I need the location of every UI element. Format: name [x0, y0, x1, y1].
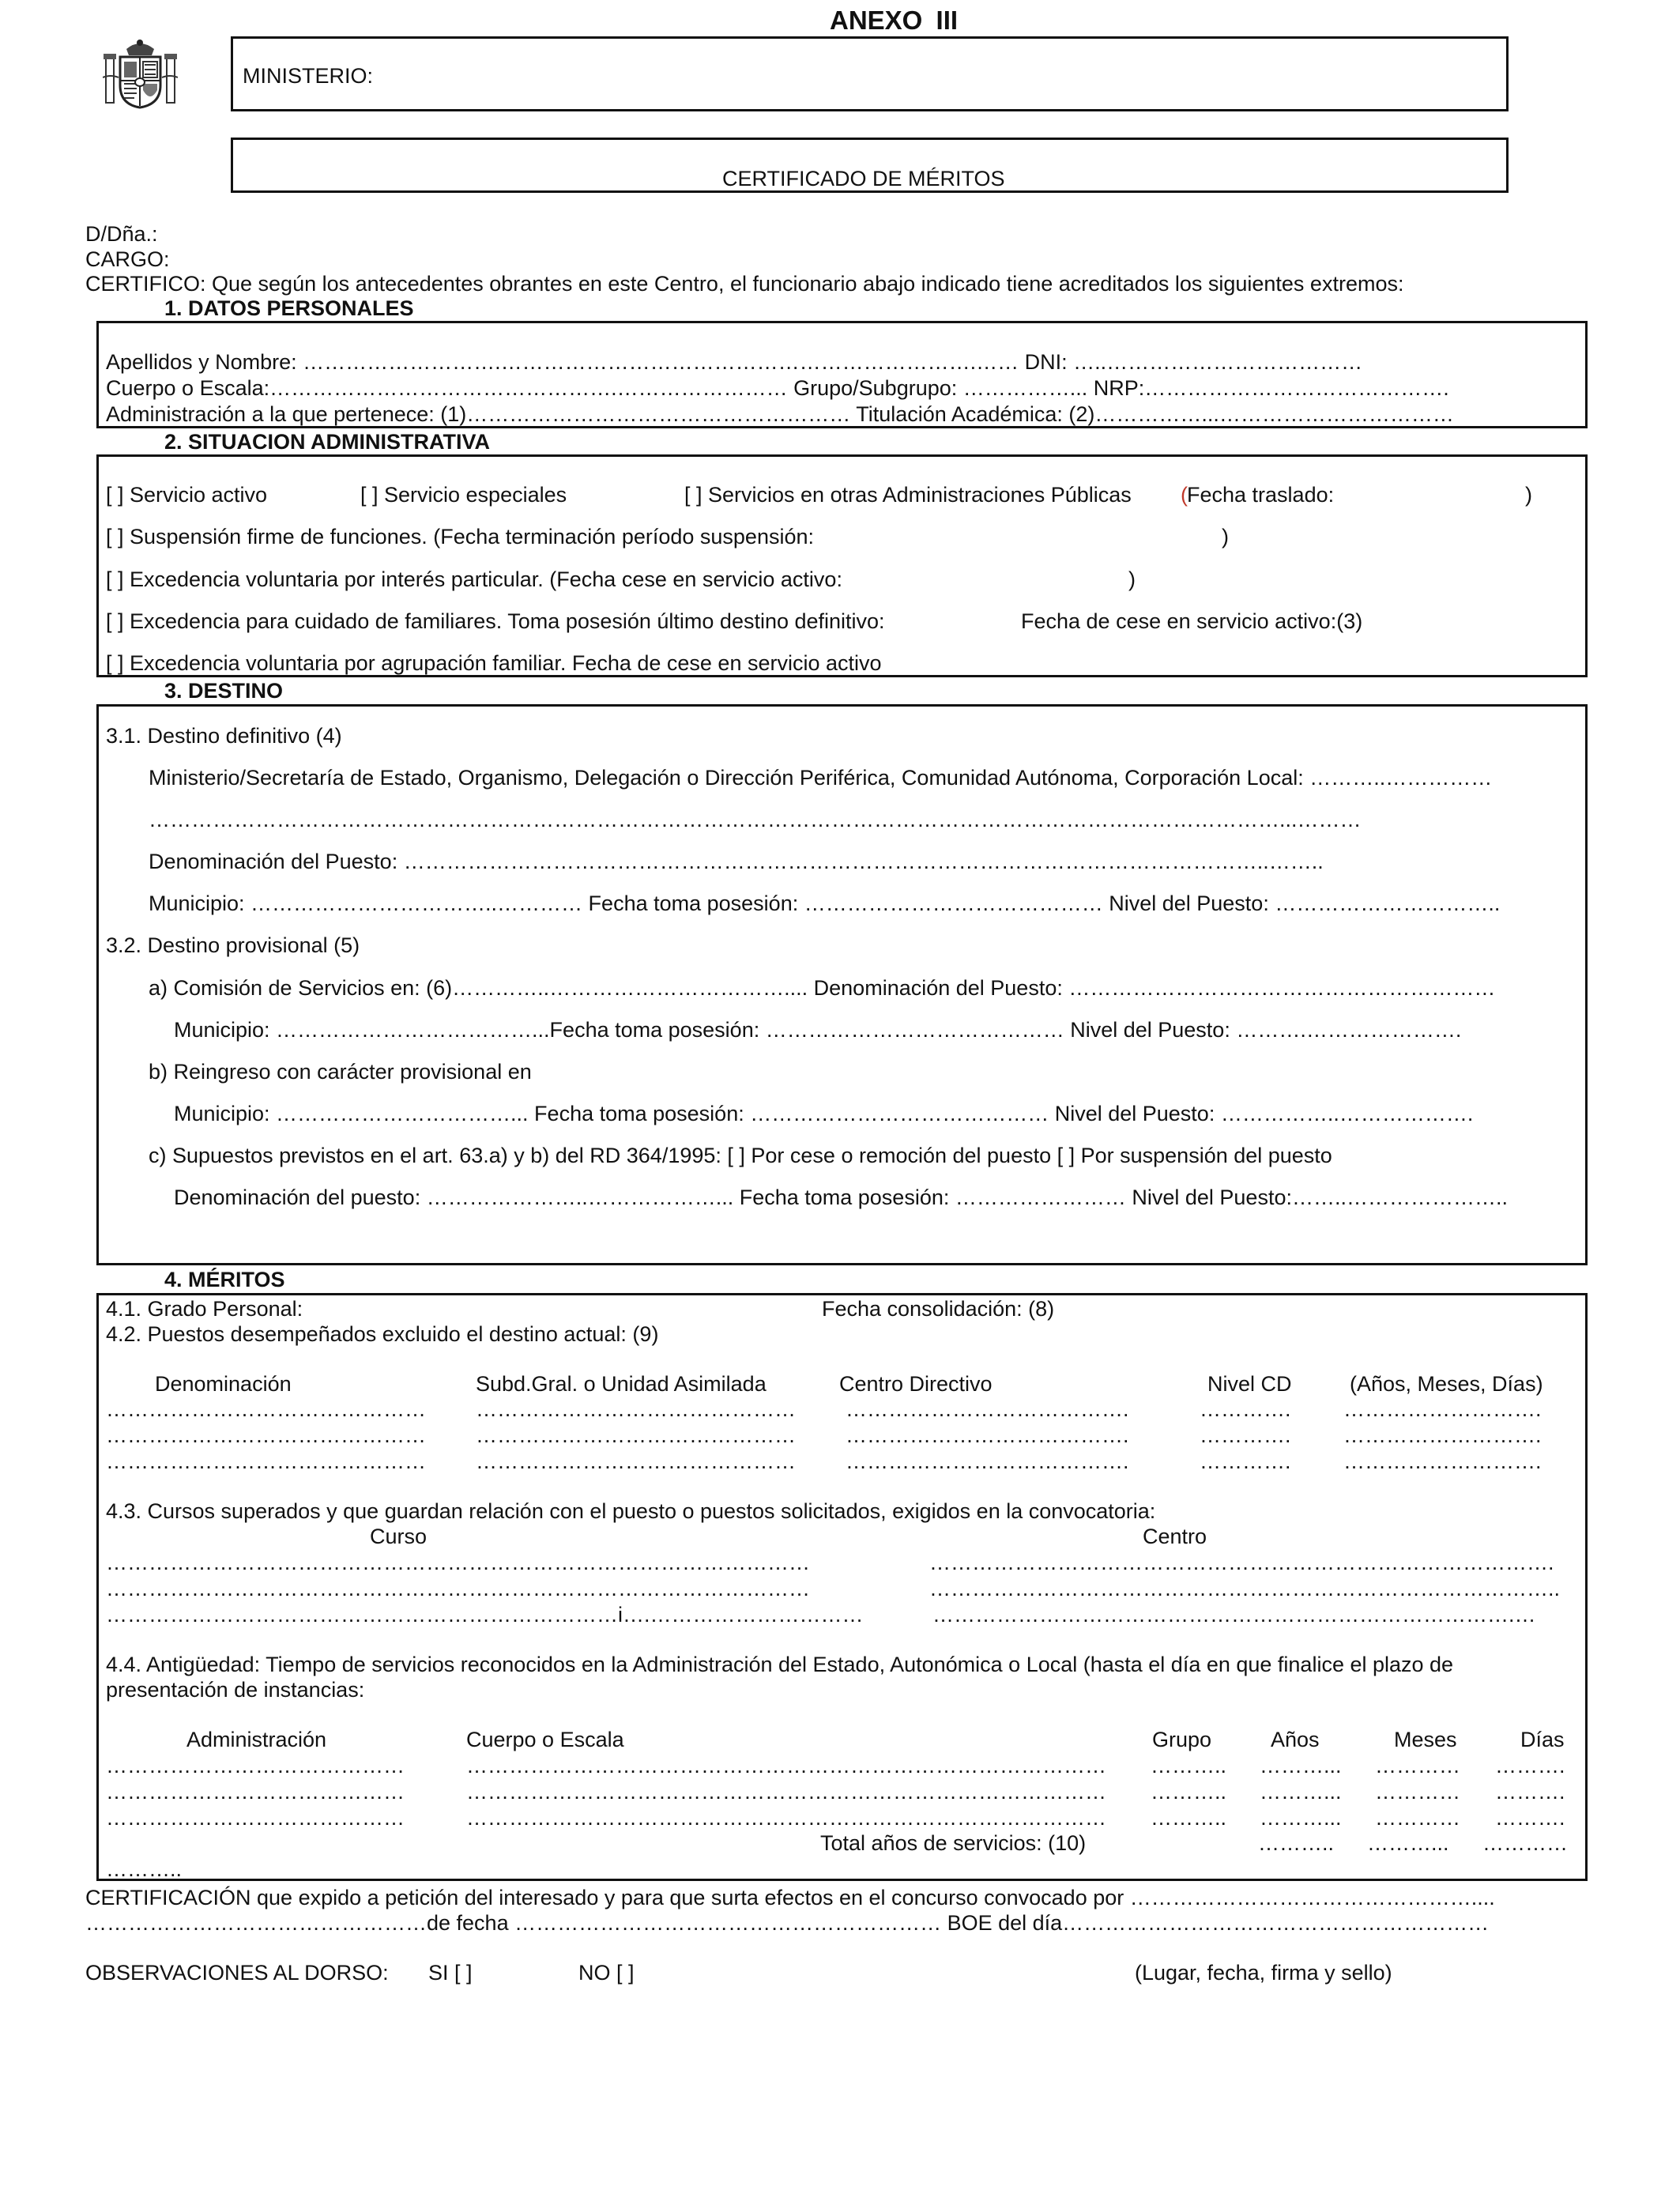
fecha-traslado-label: Fecha traslado: [1187, 483, 1335, 507]
observaciones-si-check[interactable]: SI [ ] [428, 1961, 473, 1985]
section-2-title: 2. SITUACION ADMINISTRATIVA [164, 430, 491, 454]
dots-cell: …………………………………… [106, 1806, 405, 1830]
dots-cell: ……………………………………………………………………………… [466, 1806, 1106, 1830]
total-dias-dots: ………… [1482, 1831, 1568, 1855]
puestos-label: 4.2. Puestos desempeñados excluido el destino actual: (9) [106, 1322, 659, 1346]
antiguedad-line-2: presentación de instancias: [106, 1678, 365, 1702]
dots-cell: ……………………………………… [476, 1449, 796, 1473]
destino-definitivo-label: 3.1. Destino definitivo (4) [106, 724, 342, 748]
comision-line: a) Comisión de Servicios en: (6)…………..…………………………….... Denominación del Puesto: …………………………………………………… [149, 976, 1496, 1000]
centro-dots: ……………………………………………………………………………. [929, 1551, 1554, 1574]
total-anos-label: Total años de servicios: (10) [820, 1831, 1087, 1855]
acol-grupo: Grupo [1152, 1728, 1212, 1751]
dots-cell: ………………………. [1343, 1397, 1542, 1421]
dots-cell: ………... [1260, 1754, 1342, 1777]
otras-admin-check[interactable]: [ ] Servicios en otras Administraciones Públicas [684, 483, 1132, 507]
certificacion-line-1: CERTIFICACIÓN que expido a petición del interesado y para que surta efectos en el concurso convocado por ………………………………………….... [85, 1886, 1495, 1909]
dots-cell: …………………………………. [846, 1449, 1129, 1473]
ministerio-line: Ministerio/Secretaría de Estado, Organismo, Delegación o Dirección Periférica, Comunidad Autónoma, Corporación Local: ………..…………… [149, 766, 1493, 790]
fecha-cese-label: Fecha de cese en servicio activo:(3) [1021, 609, 1363, 633]
denominacion-line: Denominación del Puesto: …………………………………………………………………………………………………………..…….. [149, 850, 1324, 873]
dots-cell: ……….. [1151, 1754, 1227, 1777]
dots-cell: …………………………………. [846, 1423, 1129, 1447]
antiguedad-line-1: 4.4. Antigüedad: Tiempo de servicios reconocidos en la Administración del Estado, Autonómica o Local (hasta el día en que finalice el plazo de [106, 1653, 1454, 1676]
col-subd-gral: Subd.Gral. o Unidad Asimilada [476, 1372, 767, 1396]
dots-cell: ………. [1495, 1754, 1565, 1777]
dots-cell: ……………………………………… [106, 1449, 426, 1473]
dots-cell: …………. [1200, 1449, 1291, 1473]
excedencia-interes-check[interactable]: [ ] Excedencia voluntaria por interés particular. (Fecha cese en servicio activo: [106, 567, 842, 591]
dots-cell: ………. [1495, 1780, 1565, 1804]
centro-dots: ……………………………………………………………………….… [932, 1603, 1536, 1627]
col-nivel-cd: Nivel CD [1207, 1372, 1292, 1396]
acol-administracion: Administración [186, 1728, 327, 1751]
dots-cell: ……………………………………… [476, 1423, 796, 1447]
total-anos-dots: ……….. [1258, 1831, 1335, 1855]
cargo-label: CARGO: [85, 247, 170, 271]
cuerpo-line: Cuerpo o Escala:………………………………………….…………………… Grupo/Subgrupo: ……………... NRP:……………………………………. [106, 376, 1449, 400]
annex-title: ANEXO III [830, 6, 959, 35]
ministerio-label: MINISTERIO: [243, 64, 374, 88]
municipio-line: Municipio: ……………………………..………… Fecha toma posesión: …………………………………… Nivel del Puesto: ………………………….. [149, 892, 1501, 915]
reingreso-line: b) Reingreso con carácter provisional en [149, 1060, 532, 1084]
acol-anos: Años [1271, 1728, 1320, 1751]
observaciones-no-check[interactable]: NO [ ] [578, 1961, 635, 1985]
suspension-check[interactable]: [ ] Suspensión firme de funciones. (Fecha terminación período suspensión: [106, 525, 814, 548]
col-anos-meses-dias: (Años, Meses, Días) [1350, 1372, 1543, 1396]
ministerio-dots: ……………………………………………………………………………………………………………………………………………...……… [149, 808, 1362, 831]
acol-dias: Días [1520, 1728, 1565, 1751]
certifico-text: CERTIFICO: Que según los antecedentes obrantes en este Centro, el funcionario abajo indicado tiene acreditados los siguientes extremos: [85, 272, 1404, 296]
dna-label: D/Dña.: [85, 222, 158, 246]
dots-cell: ……….. [1151, 1780, 1227, 1804]
cursos-label: 4.3. Cursos superados y que guardan relación con el puesto o puestos solicitados, exigidos en la convocatoria: [106, 1499, 1156, 1523]
dots-cell: ………………………. [1343, 1423, 1542, 1447]
dots-cell: ……………………………………… [476, 1397, 796, 1421]
curso-dots: ……………………………………………………………………………………… [106, 1577, 810, 1600]
suspension-close: ) [1222, 525, 1229, 548]
servicio-activo-check[interactable]: [ ] Servicio activo [106, 483, 268, 507]
dots-cell: ……….. [1151, 1806, 1227, 1830]
section-4-title: 4. MÉRITOS [164, 1268, 285, 1291]
dots-cell: ………... [1260, 1780, 1342, 1804]
trailing-dots: ……….. [106, 1857, 183, 1881]
comision-municipio-line: Municipio: ………………………………...Fecha toma posesión: …………………………………… Nivel del Puesto: ……….…………………. [174, 1018, 1462, 1042]
grado-personal-label: 4.1. Grado Personal: [106, 1297, 303, 1321]
total-meses-dots: ………... [1367, 1831, 1449, 1855]
dots-cell: ………. [1495, 1806, 1565, 1830]
col-centro-directivo: Centro Directivo [839, 1372, 993, 1396]
centro-dots: …………………………………………………………………………….. [929, 1577, 1561, 1600]
section-3-title: 3. DESTINO [164, 679, 284, 703]
apellidos-line: Apellidos y Nombre: ……………………….………………………………………………………….…… DNI: …..……………………………… [106, 350, 1363, 374]
centro-header: Centro [1143, 1525, 1207, 1548]
lugar-fecha-firma: (Lugar, fecha, firma y sello) [1135, 1961, 1392, 1985]
curso-header: Curso [370, 1525, 428, 1548]
dots-cell: ………... [1260, 1806, 1342, 1830]
dots-cell: …………. [1200, 1423, 1291, 1447]
dots-cell: ………… [1375, 1806, 1460, 1830]
section-1-title: 1. DATOS PERSONALES [164, 296, 414, 320]
dots-cell: ……………………………………… [106, 1423, 426, 1447]
certificacion-line-2: …………………………………………de fecha …………………………………………………… BOE del día…………………………………………………… [85, 1911, 1490, 1935]
dots-cell: ………… [1375, 1780, 1460, 1804]
curso-dots: ………………………………………………………………i….………………………… [106, 1603, 864, 1627]
spain-coat-of-arms-icon [103, 38, 178, 111]
supuestos-denominacion-line: Denominación del puesto: …………………..………………... Fecha toma posesión: …………………… Nivel del Puesto:……..………………….. [174, 1186, 1508, 1209]
col-denominacion: Denominación [155, 1372, 292, 1396]
destino-provisional-label: 3.2. Destino provisional (5) [106, 933, 360, 957]
dots-cell: ……………………………………………………………………………… [466, 1780, 1106, 1804]
supuestos-line: c) Supuestos previstos en el art. 63.a) y b) del RD 364/1995: [ ] Por cese o remoción del puesto [ ] Por suspensión del puesto [149, 1144, 1332, 1167]
curso-dots: ……………………………………………………………………………………… [106, 1551, 810, 1574]
dots-cell: ………………………. [1343, 1449, 1542, 1473]
paren-close: ) [1525, 483, 1532, 507]
acol-meses: Meses [1394, 1728, 1457, 1751]
excedencia-agrupacion-check[interactable]: [ ] Excedencia voluntaria por agrupación familiar. Fecha de cese en servicio activo [106, 651, 882, 675]
dots-cell: …………………………………… [106, 1754, 405, 1777]
excedencia-familiares-check[interactable]: [ ] Excedencia para cuidado de familiares. Toma posesión último destino definitivo: [106, 609, 885, 633]
fecha-consolidacion-label: Fecha consolidación: (8) [822, 1297, 1055, 1321]
excedencia-interes-close: ) [1128, 567, 1136, 591]
dots-cell: ……………………………………… [106, 1397, 426, 1421]
dots-cell: ……………………………………………………………………………… [466, 1754, 1106, 1777]
paren-open: ( [1181, 483, 1188, 507]
dots-cell: …………………………………… [106, 1780, 405, 1804]
certificado-title: CERTIFICADO DE MÉRITOS [722, 167, 1005, 190]
acol-cuerpo-escala: Cuerpo o Escala [466, 1728, 624, 1751]
observaciones-label: OBSERVACIONES AL DORSO: [85, 1961, 389, 1985]
administracion-line: Administración a la que pertenece: (1)……………………………………………… Titulación Académica: (2)……………...…………………………… [106, 402, 1454, 426]
reingreso-municipio-line: Municipio: ……………………………... Fecha toma posesión: …………………………………… Nivel del Puesto: ……………..………………. [174, 1102, 1474, 1125]
servicio-especiales-check[interactable]: [ ] Servicio especiales [360, 483, 567, 507]
dots-cell: …………………………………. [846, 1397, 1129, 1421]
ministerio-box [231, 36, 1509, 111]
dots-cell: ………… [1375, 1754, 1460, 1777]
dots-cell: …………. [1200, 1397, 1291, 1421]
